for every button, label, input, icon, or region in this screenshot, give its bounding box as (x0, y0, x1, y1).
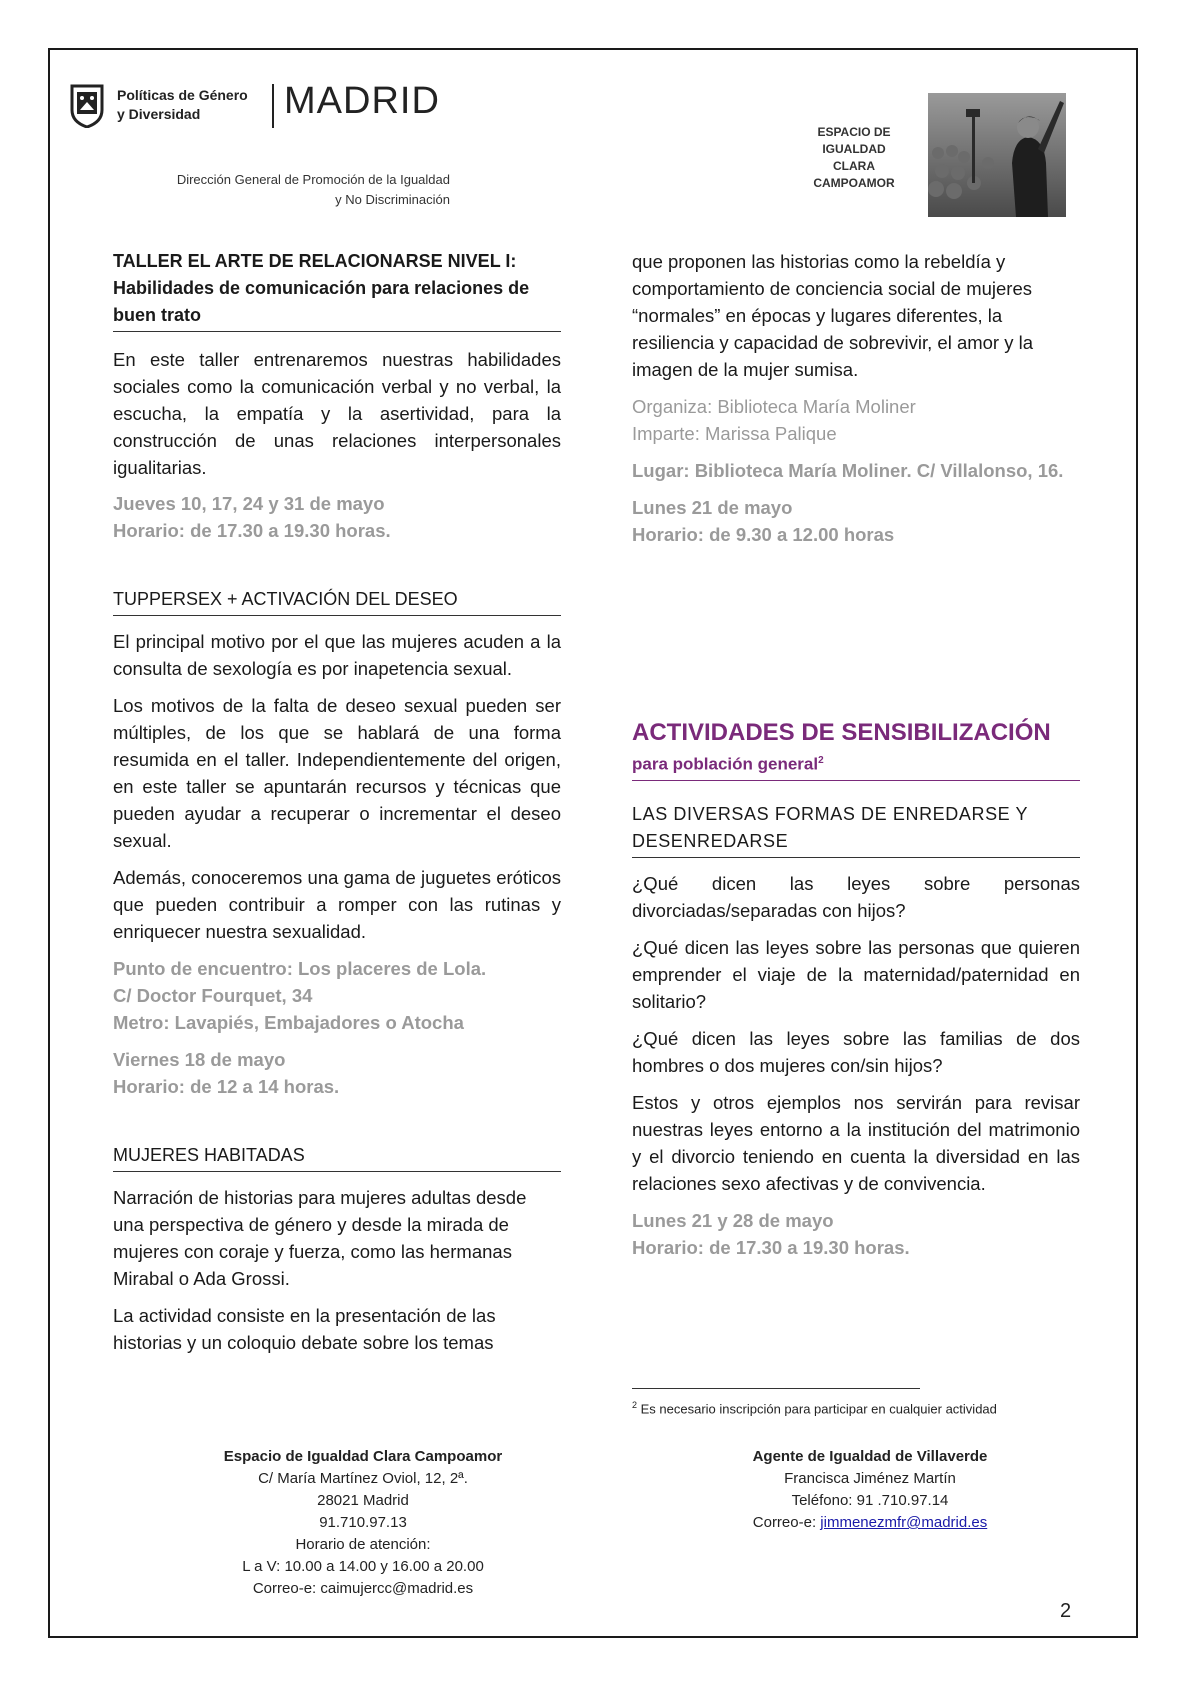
madrid-crest-icon (68, 82, 106, 128)
tuppersex-place-3: Metro: Lavapiés, Embajadores o Atocha (113, 1012, 464, 1033)
page-number: 2 (1060, 1600, 1072, 1622)
footnote-ref: 2 (818, 755, 824, 766)
footnote-rule (632, 1388, 920, 1389)
left-column (113, 248, 561, 1356)
taller-heading: TALLER EL ARTE DE RELACIONARSE NIVEL I: Habilidades de comunicación para relaciones de buen trato (113, 248, 561, 332)
diversas-paragraph: Estos y otros ejemplos nos servirán para revisar nuestras leyes entorno a la institución del matrimonio y el divorcio teniendo en cuenta la diversidad en las relaciones sexo afectivas y de convivencia. (632, 1091, 1080, 1194)
logo-divider (272, 84, 274, 128)
tuppersex-date: Viernes 18 de mayo (113, 1049, 286, 1070)
department-logo-text: Políticas de Género y Diversidad (117, 87, 248, 122)
tuppersex-place-2: C/ Doctor Fourquet, 34 (113, 985, 313, 1006)
diversas-q2: ¿Qué dicen las leyes sobre las personas que quieren emprender el viaje de la maternidad/paternidad en solitario? (632, 936, 1080, 1012)
tuppersex-place-1: Punto de encuentro: Los placeres de Lola. (113, 958, 487, 979)
imparte-text: Imparte: Marissa Palique (632, 423, 837, 444)
direction-general-label: Dirección General de Promoción de la Igualdad y No Discriminación (176, 172, 450, 207)
agente-email-link[interactable]: jimmenezmfr@madrid.es (820, 1514, 988, 1531)
section-subtitle: para población general$^2$ (632, 748, 1080, 781)
footer-espacio-contact: Espacio de Igualdad Clara Campoamor C/ María Martínez Oviol, 12, 2ª. 28021 Madrid 91.710.97.13 Horario de atención: L a V: 10.00 a 14.00 y 16.00 a 20.00 Correo-e: caimujercc@madrid.es (223, 1448, 503, 1597)
lugar-text: Lugar: Biblioteca María Moliner. C/ Villalonso, 16. (632, 460, 1064, 481)
diversas-q3: ¿Qué dicen las leyes sobre las familias de dos hombres o dos mujeres con/sin hijos? (632, 1027, 1080, 1076)
footnote: $^2$ Es necesario inscripción para participar en cualquier actividad (632, 1400, 997, 1417)
mujeres-date: Lunes 21 de mayo (632, 497, 793, 518)
diversas-q1: ¿Qué dicen las leyes sobre personas divorciadas/separadas con hijos? (632, 872, 1080, 921)
tuppersex-p2: Los motivos de la falta de deseo sexual pueden ser múltiples, de los que se hablará de una forma resumida en el taller. Independientemente del origen, en este taller se apuntarán recursos y técnicas que pueden ayudar a recuperar o incrementar el deseo sexual. (113, 695, 561, 851)
tuppersex-heading: TUPPERSEX + ACTIVACIÓN DEL DESEO (113, 586, 561, 616)
tuppersex-time: Horario: de 12 a 14 horas. (113, 1076, 340, 1097)
tuppersex-p1: El principal motivo por el que las mujeres acuden a la consulta de sexología es por inapetencia sexual. (113, 631, 561, 679)
taller-time: Horario: de 17.30 a 19.30 horas. (113, 520, 391, 541)
taller-description: En este taller entrenaremos nuestras habilidades sociales como la comunicación verbal y no verbal, la escucha, la empatía y la asertividad, para la construcción de unas relaciones interpersonales igualitarias. (113, 349, 561, 478)
espacio-igualdad-label: ESPACIO DE IGUALDAD CLARA CAMPOAMOR (813, 125, 895, 190)
madrid-wordmark: MADRID (284, 80, 440, 122)
diversas-heading: LAS DIVERSAS FORMAS DE ENREDARSE Y DESENREDARSE (632, 801, 1080, 858)
tuppersex-p3: Además, conoceremos una gama de juguetes eróticos que pueden contribuir a romper con las rutinas y enriquecer nuestra sexualidad. (113, 867, 561, 942)
right-column (632, 248, 1080, 1261)
footer-agente-contact: Agente de Igualdad de Villaverde Francisca Jiménez Martín Teléfono: 91 .710.97.14 Correo-e: jimmenezmfr@madrid.es (752, 1448, 988, 1531)
taller-date: Jueves 10, 17, 24 y 31 de mayo (113, 493, 385, 514)
organiza-text: Organiza: Biblioteca María Moliner (632, 396, 916, 417)
mujeres-heading: MUJERES HABITADAS (113, 1142, 561, 1172)
section-title: ACTIVIDADES DE SENSIBILIZACIÓN (632, 719, 1051, 746)
diversas-time: Horario: de 17.30 a 19.30 horas. (632, 1236, 910, 1258)
mujeres-continued: que proponen las historias como la rebeldía y comportamiento de conciencia social de mujeres “normales” en épocas y lugares diferentes, la resiliencia y capacidad de sobrevivir, el amor y la imagen de la mujer sumisa. (632, 251, 1034, 380)
mujeres-time: Horario: de 9.30 a 12.00 horas (632, 524, 895, 545)
diversas-date: Lunes 21 y 28 de mayo (632, 1209, 834, 1231)
clara-campoamor-photo (928, 93, 1066, 217)
mujeres-p2: La actividad consiste en la presentación de las historias y un coloquio debate sobre los temas (113, 1305, 496, 1353)
mujeres-p1: Narración de historias para mujeres adultas desde una perspectiva de género y desde la mirada de mujeres con coraje y fuerza, como las hermanas Mirabal o Ada Grossi. (113, 1187, 527, 1289)
